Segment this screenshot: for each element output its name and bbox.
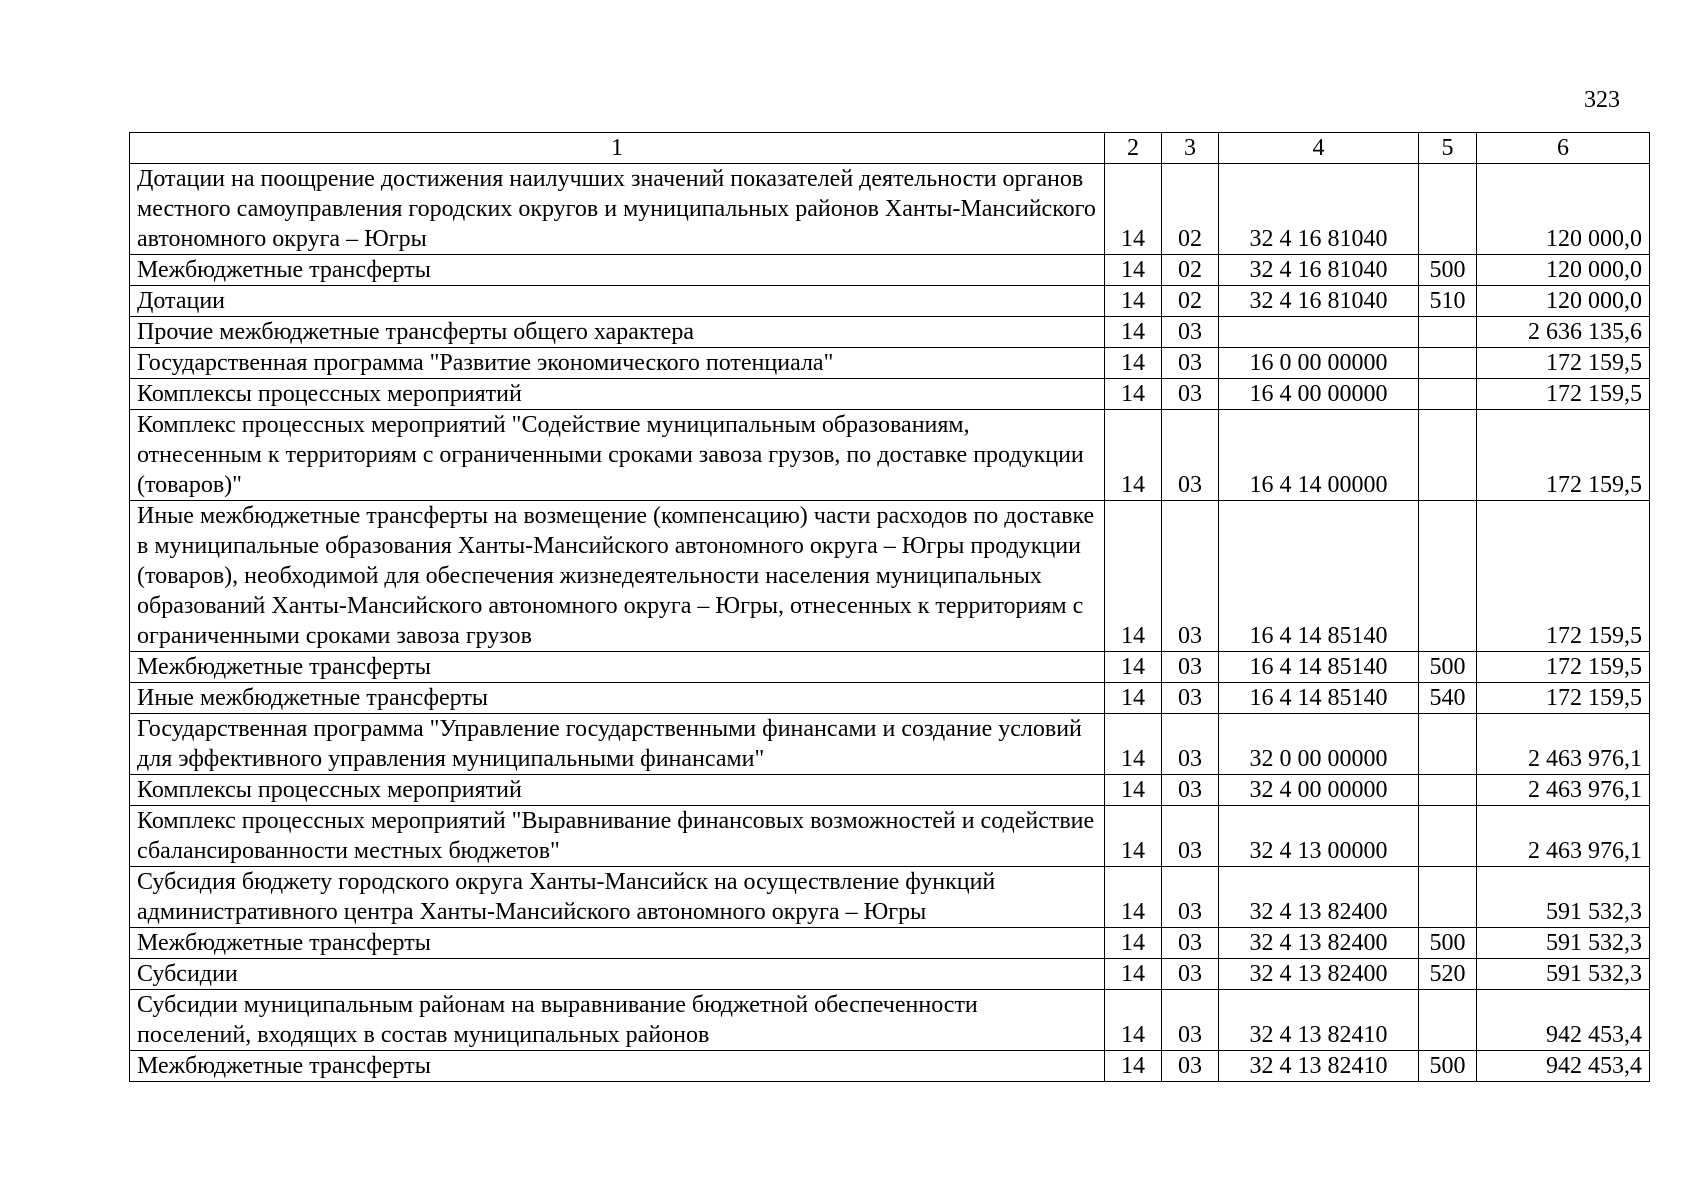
row-section-cell: 14 <box>1105 683 1162 714</box>
row-subsection-cell: 03 <box>1162 959 1219 990</box>
header-col-4: 4 <box>1219 133 1419 164</box>
row-target-cell: 32 4 13 82400 <box>1219 867 1419 928</box>
row-target-cell: 16 4 14 00000 <box>1219 410 1419 501</box>
row-section-cell: 14 <box>1105 501 1162 652</box>
header-col-5: 5 <box>1419 133 1477 164</box>
row-amount-cell: 2 463 976,1 <box>1477 775 1650 806</box>
row-name-cell: Комплексы процессных мероприятий <box>130 775 1105 806</box>
row-subsection-cell: 03 <box>1162 379 1219 410</box>
row-name-cell: Комплекс процессных мероприятий "Содействие муниципальным образованиям, отнесенным к территориям с ограниченными сроками завоза грузов, по доставке продукции (товаров)" <box>130 410 1105 501</box>
table-row <box>130 379 1650 410</box>
row-subsection-cell: 02 <box>1162 255 1219 286</box>
row-kind-cell: 500 <box>1419 255 1477 286</box>
row-amount-cell: 172 159,5 <box>1477 379 1650 410</box>
row-kind-cell <box>1419 348 1477 379</box>
row-section-cell: 14 <box>1105 652 1162 683</box>
row-subsection-cell: 03 <box>1162 867 1219 928</box>
row-amount-cell: 2 463 976,1 <box>1477 714 1650 775</box>
row-target-cell: 16 4 14 85140 <box>1219 652 1419 683</box>
table-row <box>130 1051 1650 1082</box>
row-section-cell: 14 <box>1105 806 1162 867</box>
table-row <box>130 410 1650 501</box>
row-subsection-cell: 03 <box>1162 990 1219 1051</box>
row-kind-cell <box>1419 990 1477 1051</box>
header-col-1: 1 <box>130 133 1105 164</box>
row-target-cell: 32 4 16 81040 <box>1219 164 1419 255</box>
row-section-cell: 14 <box>1105 714 1162 775</box>
row-subsection-cell: 03 <box>1162 410 1219 501</box>
row-name-cell: Межбюджетные трансферты <box>130 928 1105 959</box>
row-section-cell: 14 <box>1105 164 1162 255</box>
row-kind-cell <box>1419 867 1477 928</box>
row-section-cell: 14 <box>1105 867 1162 928</box>
row-section-cell: 14 <box>1105 410 1162 501</box>
row-subsection-cell: 03 <box>1162 1051 1219 1082</box>
row-target-cell: 32 4 13 82400 <box>1219 928 1419 959</box>
row-kind-cell <box>1419 317 1477 348</box>
row-subsection-cell: 03 <box>1162 652 1219 683</box>
row-target-cell: 32 4 13 82400 <box>1219 959 1419 990</box>
row-name-cell: Государственная программа "Управление государственными финансами и создание условий для эффективного управления муниципальными финансами" <box>130 714 1105 775</box>
row-amount-cell: 591 532,3 <box>1477 959 1650 990</box>
row-target-cell: 32 0 00 00000 <box>1219 714 1419 775</box>
row-amount-cell: 942 453,4 <box>1477 1051 1650 1082</box>
row-section-cell: 14 <box>1105 990 1162 1051</box>
row-section-cell: 14 <box>1105 379 1162 410</box>
row-subsection-cell: 03 <box>1162 317 1219 348</box>
table-row <box>130 867 1650 928</box>
row-amount-cell: 172 159,5 <box>1477 501 1650 652</box>
row-section-cell: 14 <box>1105 317 1162 348</box>
row-name-cell: Иные межбюджетные трансферты <box>130 683 1105 714</box>
row-name-cell: Межбюджетные трансферты <box>130 652 1105 683</box>
row-kind-cell: 500 <box>1419 928 1477 959</box>
table-row <box>130 990 1650 1051</box>
table-header-row <box>130 133 1650 164</box>
row-section-cell: 14 <box>1105 348 1162 379</box>
row-name-cell: Прочие межбюджетные трансферты общего характера <box>130 317 1105 348</box>
table-row <box>130 286 1650 317</box>
row-subsection-cell: 03 <box>1162 806 1219 867</box>
row-kind-cell <box>1419 806 1477 867</box>
row-name-cell: Государственная программа "Развитие экономического потенциала" <box>130 348 1105 379</box>
table-row <box>130 255 1650 286</box>
row-target-cell: 16 4 14 85140 <box>1219 683 1419 714</box>
row-kind-cell: 540 <box>1419 683 1477 714</box>
row-subsection-cell: 03 <box>1162 348 1219 379</box>
row-target-cell: 16 4 00 00000 <box>1219 379 1419 410</box>
page-number: 323 <box>1584 87 1620 113</box>
row-subsection-cell: 03 <box>1162 501 1219 652</box>
row-section-cell: 14 <box>1105 286 1162 317</box>
row-target-cell: 32 4 16 81040 <box>1219 286 1419 317</box>
row-name-cell: Межбюджетные трансферты <box>130 255 1105 286</box>
row-target-cell: 32 4 13 00000 <box>1219 806 1419 867</box>
table-row <box>130 928 1650 959</box>
row-target-cell: 32 4 00 00000 <box>1219 775 1419 806</box>
row-kind-cell <box>1419 775 1477 806</box>
row-amount-cell: 172 159,5 <box>1477 652 1650 683</box>
row-section-cell: 14 <box>1105 775 1162 806</box>
row-subsection-cell: 02 <box>1162 164 1219 255</box>
header-col-6: 6 <box>1477 133 1650 164</box>
row-amount-cell: 120 000,0 <box>1477 164 1650 255</box>
table-row <box>130 775 1650 806</box>
row-name-cell: Дотации на поощрение достижения наилучших значений показателей деятельности органов местного самоуправления городских округов и муниципальных районов Ханты-Мансийского автономного округа – Югры <box>130 164 1105 255</box>
row-amount-cell: 172 159,5 <box>1477 410 1650 501</box>
header-col-3: 3 <box>1162 133 1219 164</box>
row-section-cell: 14 <box>1105 255 1162 286</box>
row-name-cell: Субсидии муниципальным районам на выравнивание бюджетной обеспеченности поселений, входящих в состав муниципальных районов <box>130 990 1105 1051</box>
row-amount-cell: 120 000,0 <box>1477 286 1650 317</box>
row-amount-cell: 591 532,3 <box>1477 928 1650 959</box>
row-amount-cell: 2 463 976,1 <box>1477 806 1650 867</box>
row-name-cell: Иные межбюджетные трансферты на возмещение (компенсацию) части расходов по доставке в муниципальные образования Ханты-Мансийского автономного округа – Югры продукции (товаров), необходимой для обеспечения жизнедеятельности населения муниципальных образований Ханты-Мансийского автономного округа – Югры, отнесенных к территориям с ограниченными сроками завоза грузов <box>130 501 1105 652</box>
row-subsection-cell: 03 <box>1162 775 1219 806</box>
row-kind-cell: 500 <box>1419 652 1477 683</box>
header-col-2: 2 <box>1105 133 1162 164</box>
row-section-cell: 14 <box>1105 959 1162 990</box>
table-row <box>130 714 1650 775</box>
table-row <box>130 683 1650 714</box>
row-target-cell: 32 4 13 82410 <box>1219 1051 1419 1082</box>
row-name-cell: Дотации <box>130 286 1105 317</box>
row-target-cell: 16 4 14 85140 <box>1219 501 1419 652</box>
row-target-cell: 32 4 16 81040 <box>1219 255 1419 286</box>
row-kind-cell <box>1419 501 1477 652</box>
row-kind-cell: 510 <box>1419 286 1477 317</box>
row-kind-cell <box>1419 714 1477 775</box>
row-target-cell: 32 4 13 82410 <box>1219 990 1419 1051</box>
row-name-cell: Субсидии <box>130 959 1105 990</box>
row-name-cell: Комплексы процессных мероприятий <box>130 379 1105 410</box>
budget-table <box>129 132 1650 1082</box>
row-amount-cell: 120 000,0 <box>1477 255 1650 286</box>
row-amount-cell: 2 636 135,6 <box>1477 317 1650 348</box>
row-kind-cell <box>1419 410 1477 501</box>
table-row <box>130 806 1650 867</box>
row-amount-cell: 942 453,4 <box>1477 990 1650 1051</box>
row-kind-cell <box>1419 379 1477 410</box>
table-body <box>130 164 1650 1082</box>
table-row <box>130 164 1650 255</box>
row-kind-cell <box>1419 164 1477 255</box>
row-kind-cell: 520 <box>1419 959 1477 990</box>
row-name-cell: Межбюджетные трансферты <box>130 1051 1105 1082</box>
row-amount-cell: 172 159,5 <box>1477 683 1650 714</box>
row-subsection-cell: 03 <box>1162 928 1219 959</box>
row-section-cell: 14 <box>1105 1051 1162 1082</box>
table-row <box>130 959 1650 990</box>
row-kind-cell: 500 <box>1419 1051 1477 1082</box>
table-row <box>130 652 1650 683</box>
row-amount-cell: 172 159,5 <box>1477 348 1650 379</box>
row-subsection-cell: 02 <box>1162 286 1219 317</box>
row-name-cell: Субсидия бюджету городского округа Ханты-Мансийск на осуществление функций административного центра Ханты-Мансийского автономного округа – Югры <box>130 867 1105 928</box>
table-row <box>130 317 1650 348</box>
row-target-cell: 16 0 00 00000 <box>1219 348 1419 379</box>
row-subsection-cell: 03 <box>1162 714 1219 775</box>
table-row <box>130 501 1650 652</box>
table-row <box>130 348 1650 379</box>
row-subsection-cell: 03 <box>1162 683 1219 714</box>
row-target-cell <box>1219 317 1419 348</box>
row-amount-cell: 591 532,3 <box>1477 867 1650 928</box>
row-section-cell: 14 <box>1105 928 1162 959</box>
row-name-cell: Комплекс процессных мероприятий "Выравнивание финансовых возможностей и содействие сбалансированности местных бюджетов" <box>130 806 1105 867</box>
